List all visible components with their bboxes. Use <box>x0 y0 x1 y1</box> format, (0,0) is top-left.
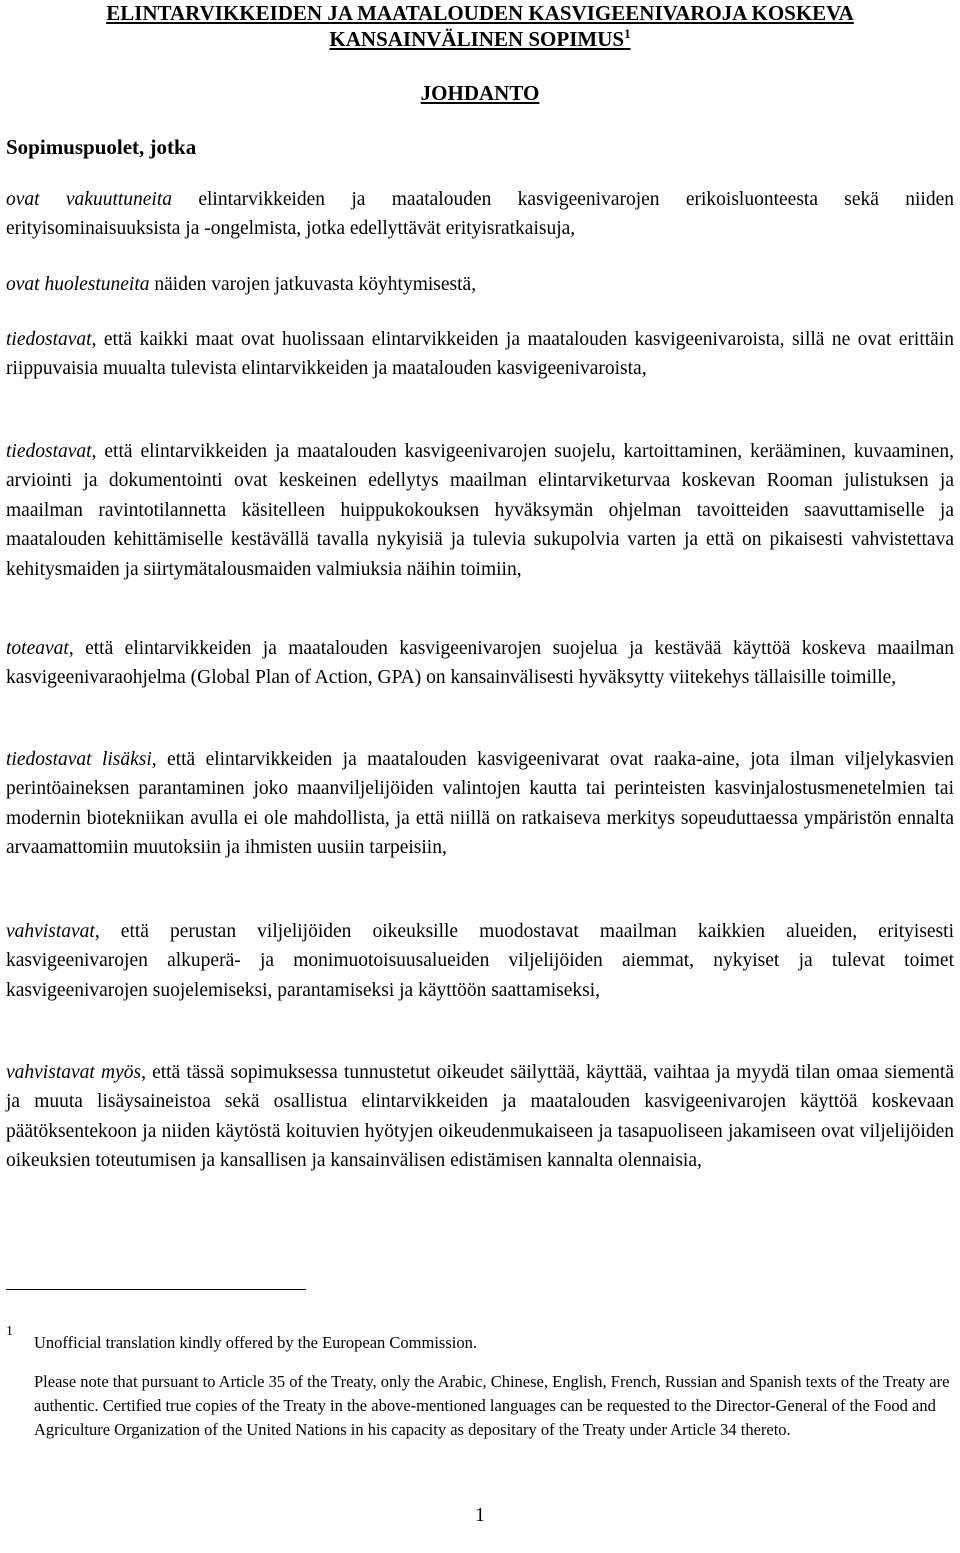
paragraph-lead: tiedostavat <box>6 441 92 462</box>
preamble-paragraph-2 <box>6 270 954 299</box>
paragraph-text: , että elintarvikkeiden ja maatalouden kasvigeenivarojen suojelu, kartoittaminen, kerääminen, kuvaaminen, arviointi ja dokumentointi ovat keskeinen edellytys maailman elintarviketurvaa koskevan Rooman julistuksen ja maailman ravintotilannetta käsitelleen huippukokouksen hyväksymän ohjelman tavoitteiden saavuttamiselle ja maatalouden kehittämiselle kestävällä tavalla nykyisiä ja tulevia sukupolvia varten ja että on pikaisesti vahvistettava kehitysmaiden ja siirtymätalousmaiden valmiuksia näihin toimiin, <box>6 441 954 580</box>
paragraph-lead: ovat vakuuttuneita <box>6 189 173 210</box>
paragraph-lead: ovat huolestuneita <box>6 274 150 295</box>
document-title-line-1: ELINTARVIKKEIDEN JA MAATALOUDEN KASVIGEENIVAROJA KOSKEVA <box>106 1 854 25</box>
section-heading: JOHDANTO <box>420 81 540 105</box>
paragraph-text: , että elintarvikkeiden ja maatalouden kasvigeenivarojen suojelua ja kestävää käyttöä koskeva maailman kasvigeenivaraohjelma (Global Plan of Action, GPA) on kansainvälisesti hyväksytty viitekehys tällaisille toimille, <box>6 638 954 689</box>
paragraph-text: , että kaikki maat ovat huolissaan elintarvikkeiden ja maatalouden kasvigeenivaroista, sillä ne ovat erittäin riippuvaisia muualta tulevista elintarvikkeiden ja maatalouden kasvigeenivaroista, <box>6 329 954 380</box>
footnote-authentic-texts-note: Please note that pursuant to Article 35 of the Treaty, only the Arabic, Chinese, English, French, Russian and Spanish texts of the Treaty are authentic. Certified true copies of the Treaty in the above-mentioned languages can be requested to the Director-General of the Food and Agriculture Organization of the United Nations in his capacity as depositary of the Treaty under Article 34 thereto. <box>34 1372 950 1440</box>
preamble-paragraph-1 <box>6 185 954 244</box>
preamble-paragraph-4 <box>6 437 954 584</box>
paragraph-text: näiden varojen jatkuvasta köyhtymisestä, <box>149 274 477 295</box>
document-title-line-2 <box>0 26 960 52</box>
footnote-separator <box>6 1289 306 1290</box>
paragraph-text: , että tässä sopimuksessa tunnustetut oikeudet säilyttää, käyttää, vaihtaa ja myydä tilan omaa siementä ja muuta lisäysaineistoa sekä osallistua elintarvikkeiden ja maatalouden kasvigeenivarojen käyttöä koskevaan päätöksentekoon ja niiden käytöstä koituvien hyötyjen oikeudenmukaiseen ja tasapuoliseen jakamiseen ovat viljelijöiden oikeuksien toteutumisen ja kansallisen ja kansainvälisen edistämisen kannalta olennaisia, <box>6 1062 954 1172</box>
preamble-paragraph-3 <box>6 325 954 384</box>
footnote-marker: 1 <box>6 1324 13 1339</box>
paragraph-text: , että perustan viljelijöiden oikeuksille muodostavat maailman kaikkien alueiden, erityisesti kasvigeenivarojen alkuperä- ja monimuotoisuusalueiden viljelijöiden aiemmat, nykyiset ja tulevat toimet kasvigeenivarojen suojelemiseksi, parantamiseksi ja käyttöön saattamiseksi, <box>6 921 954 1001</box>
paragraph-lead: toteavat <box>6 638 69 659</box>
preamble-paragraph-6 <box>6 745 954 863</box>
preamble-paragraph-7 <box>6 917 954 1005</box>
preamble-paragraph-5 <box>6 634 954 693</box>
paragraph-lead: tiedostavat <box>6 329 92 350</box>
page-number: 1 <box>475 1505 485 1526</box>
footnote-reference: 1 <box>624 26 631 41</box>
paragraph-lead: tiedostavat lisäksi, <box>6 749 157 770</box>
preamble-paragraph-8 <box>6 1058 954 1176</box>
paragraph-text: elintarvikkeiden ja maatalouden kasvigeenivarojen erikoisluonteesta sekä niiden erityisominaisuuksista ja -ongelmista, jotka edellyttävät erityisratkaisuja, <box>6 189 954 240</box>
paragraph-lead: vahvistavat <box>6 921 95 942</box>
parties-heading: Sopimuspuolet, jotka <box>6 135 197 159</box>
paragraph-lead: vahvistavat myös <box>6 1062 142 1083</box>
paragraph-text: että elintarvikkeiden ja maatalouden kasvigeenivarat ovat raaka-aine, jota ilman viljelykasvien perintöaineksen parantaminen joko maanviljelijöiden valintojen kautta tai perinteisten kasvinjalostusmenetelmien tai modernin biotekniikan avulla ei ole mahdollista, ja että niillä on ratkaiseva merkitys sopeuduttaessa ympäristön ennalta arvaamattomiin muutoksiin ja ihmisten uusiin tarpeisiin, <box>6 749 955 859</box>
document-title-text: KANSAINVÄLINEN SOPIMUS <box>329 27 625 51</box>
footnote-translation-note: Unofficial translation kindly offered by the European Commission. <box>34 1333 477 1352</box>
